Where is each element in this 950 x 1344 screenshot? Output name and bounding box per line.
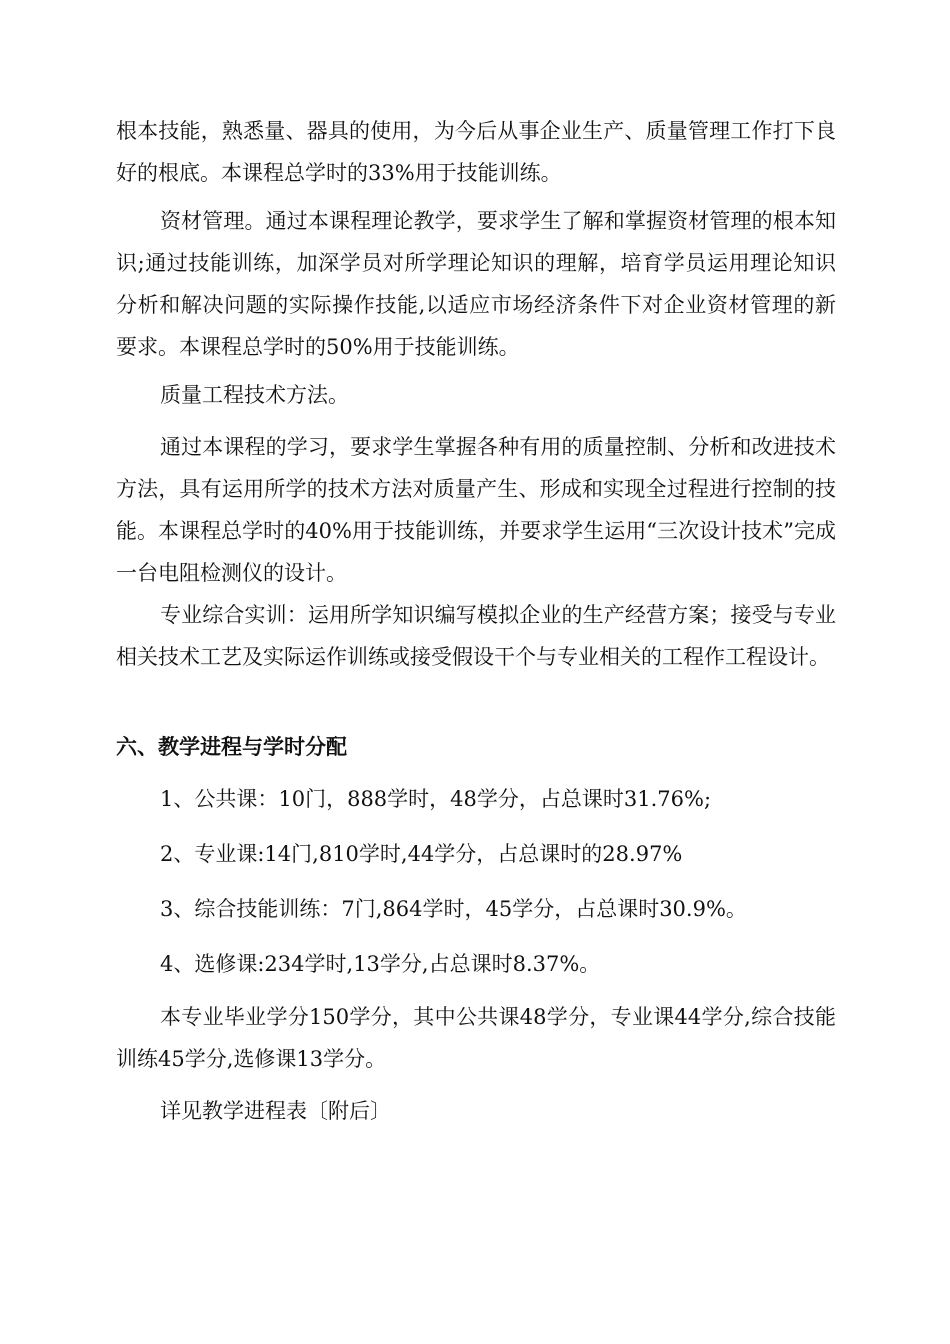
paragraph-credit-summary: 本专业毕业学分150学分，其中公共课48学分，专业课44学分,综合技能训练45学分,选修课13学分。 [116,1005,836,1071]
list-item-elective-courses: 4、选修课:234学时,13学分,占总课时8.37%。 [160,952,601,976]
list-item-public-courses: 1、公共课：10门，888学时，48学分，占总课时31.76%; [160,787,712,811]
paragraph-skills-training: 根本技能，熟悉量、器具的使用，为今后从事企业生产、质量管理工作打下良好的根底。本课程总学时的33%用于技能训练。 [116,119,836,185]
list-item-major-courses: 2、专业课:14门,810学时,44学分，占总课时的28.97% [160,842,683,866]
section-heading: 六、教学进程与学时分配 [116,735,347,759]
paragraph-quality-methods-title: 质量工程技术方法。 [160,383,349,407]
paragraph-comprehensive-training: 专业综合实训：运用所学知识编写模拟企业的生产经营方案；接受与专业相关技术工艺及实际运作训练或接受假设干个与专业相关的工程作工程设计。 [116,603,836,669]
paragraph-schedule-note: 详见教学进程表〔附后〕 [160,1099,391,1123]
paragraph-materials-management: 资材管理。通过本课程理论教学，要求学生了解和掌握资材管理的根本知识;通过技能训练，加深学员对所学理论知识的理解，培育学员运用理论知识分析和解决问题的实际操作技能,以适应市场经济条件下对企业资材管理的新要求。本课程总学时的50%用于技能训练。 [116,209,836,359]
paragraph-quality-methods: 通过本课程的学习，要求学生掌握各种有用的质量控制、分析和改进技术方法，具有运用所学的技术方法对质量产生、形成和实现全过程进行控制的技能。本课程总学时的40%用于技能训练，并要求学生运用“三次设计技术”完成一台电阻检测仪的设计。 [116,435,836,585]
list-item-skills-training: 3、综合技能训练：7门,864学时，45学分，占总课时30.9%。 [160,897,747,921]
